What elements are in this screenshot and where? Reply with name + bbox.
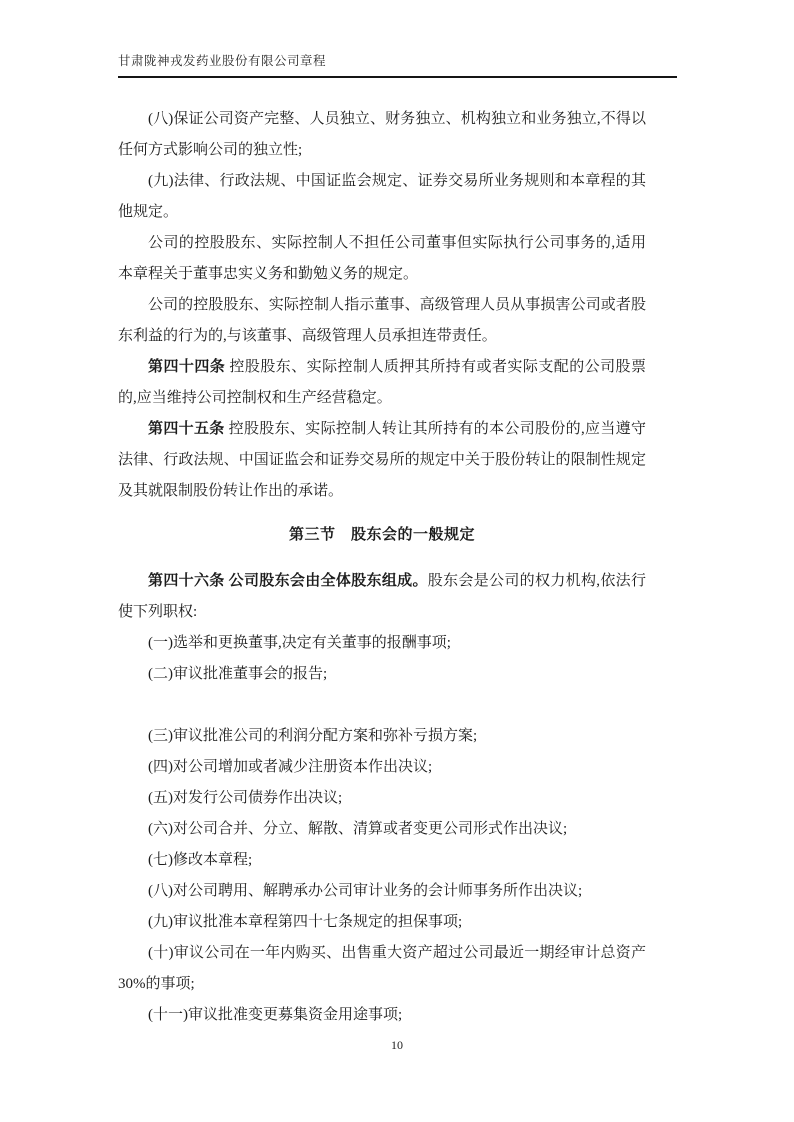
text-run: 控股股东、实际控制人转让其所持有的本公司股份的,应当遵守法律、行政法规、中国证监会和证券交易所的规定中关于股份转让的限制性规定及其就限制股份转让作出的承诺。 — [118, 421, 646, 499]
paragraph — [118, 1000, 646, 1031]
text-run: (九)审议批准本章程第四十七条规定的担保事项; — [148, 914, 463, 930]
text-run: 控股股东、实际控制人质押其所持有或者实际支配的公司股票的,应当维持公司控制权和生产经营稳定。 — [118, 359, 646, 406]
document-body — [118, 104, 646, 1031]
paragraph — [118, 228, 646, 290]
text-run: (六)对公司合并、分立、解散、清算或者变更公司形式作出决议; — [148, 821, 568, 837]
paragraph — [118, 659, 646, 690]
text-run: (七)修改本章程; — [148, 852, 253, 868]
bold-text-run: 第四十四条 — [148, 359, 226, 375]
section-heading — [118, 520, 646, 551]
text-run: (八)保证公司资产完整、人员独立、财务独立、机构独立和业务独立,不得以任何方式影响公司的独立性; — [118, 111, 646, 158]
text-run: 公司的控股股东、实际控制人不担任公司董事但实际执行公司事务的,适用本章程关于董事忠实义务和勤勉义务的规定。 — [118, 235, 646, 282]
text-run: 股东会是公司的权力机构,依法行使下列职权: — [118, 573, 646, 620]
text-run: (一)选举和更换董事,决定有关董事的报酬事项; — [148, 635, 451, 651]
paragraph — [118, 414, 646, 507]
paragraph — [118, 104, 646, 166]
text-run: (五)对发行公司债券作出决议; — [148, 790, 343, 806]
document-title: 甘肃陇神戎发药业股份有限公司章程 — [118, 54, 327, 68]
text-run: (八)对公司聘用、解聘承办公司审计业务的会计师事务所作出决议; — [148, 883, 583, 899]
text-run: (十一)审议批准变更募集资金用途事项; — [148, 1007, 403, 1023]
text-run: (十)审议公司在一年内购买、出售重大资产超过公司最近一期经审计总资产 30%的事项; — [118, 945, 646, 992]
page-number: 10 — [391, 1038, 403, 1052]
paragraph — [118, 566, 646, 628]
text-run: (三)审议批准公司的利润分配方案和弥补亏损方案; — [148, 728, 478, 744]
bold-text-run: 第三节 股东会的一般规定 — [288, 527, 475, 543]
paragraph — [118, 783, 646, 814]
paragraph — [118, 290, 646, 352]
text-run: (二)审议批准董事会的报告; — [148, 666, 328, 682]
paragraph — [118, 876, 646, 907]
paragraph — [118, 721, 646, 752]
paragraph — [118, 166, 646, 228]
page-header — [118, 54, 677, 78]
bold-text-run: 第四十六条 公司股东会由全体股东组成。 — [148, 573, 428, 589]
text-run: 公司的控股股东、实际控制人指示董事、高级管理人员从事损害公司或者股东利益的行为的,与该董事、高级管理人员承担连带责任。 — [118, 297, 646, 344]
paragraph — [118, 907, 646, 938]
paragraph — [118, 938, 646, 1000]
blank-line — [118, 690, 646, 721]
paragraph — [118, 814, 646, 845]
paragraph — [118, 628, 646, 659]
paragraph — [118, 352, 646, 414]
paragraph — [118, 752, 646, 783]
text-run: (四)对公司增加或者减少注册资本作出决议; — [148, 759, 433, 775]
paragraph — [118, 845, 646, 876]
page-footer — [0, 1036, 794, 1054]
text-run: (九)法律、行政法规、中国证监会规定、证券交易所业务规则和本章程的其他规定。 — [118, 173, 646, 220]
bold-text-run: 第四十五条 — [148, 421, 225, 437]
